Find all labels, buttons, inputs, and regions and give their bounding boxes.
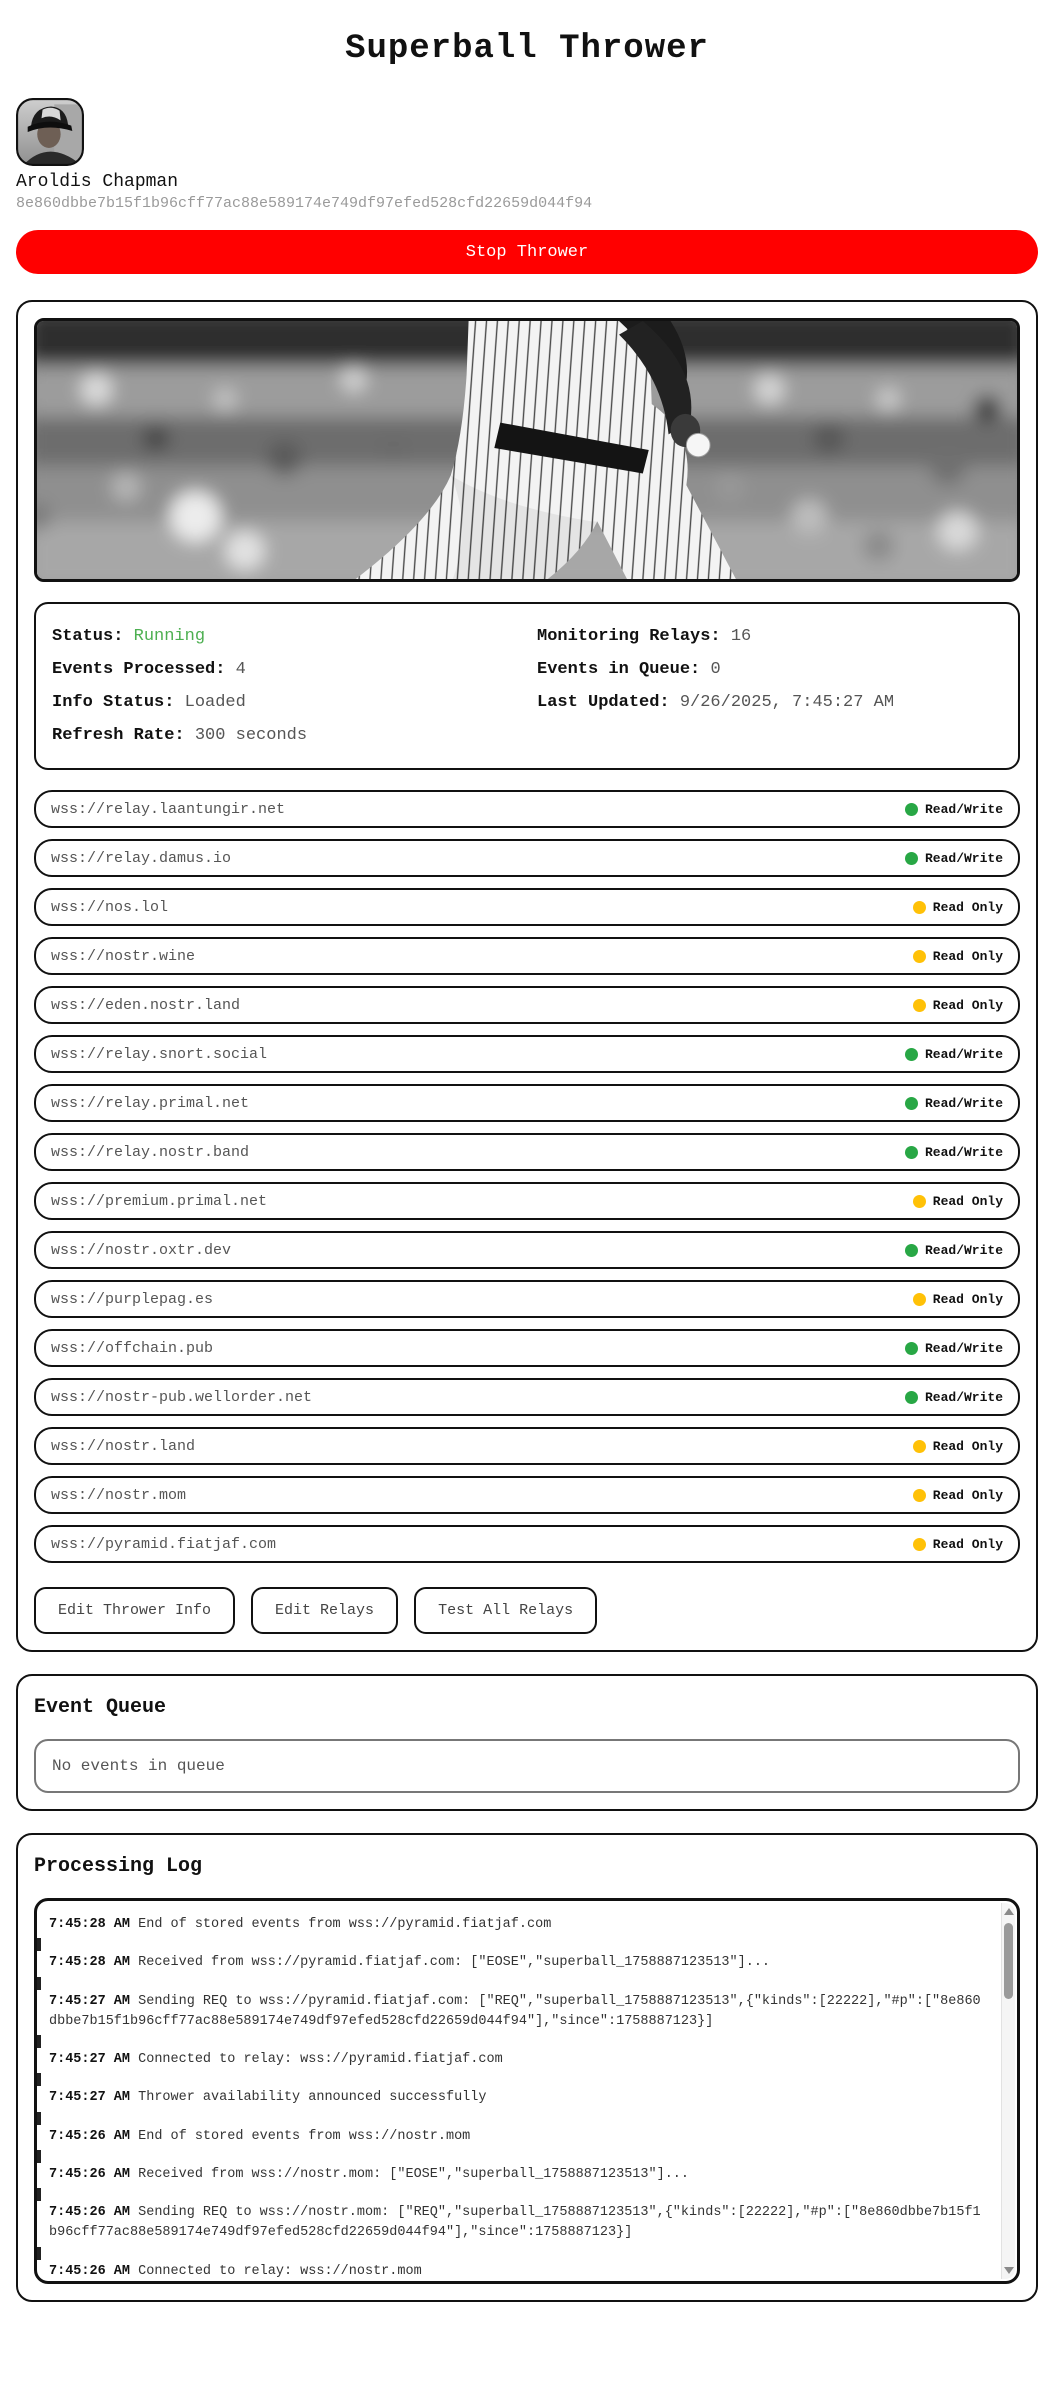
log-message: End of stored events from wss://pyramid.fiatjaf.com bbox=[138, 1917, 552, 1932]
status-column-left bbox=[52, 620, 517, 752]
relay-status-label: Read Only bbox=[932, 1438, 1003, 1454]
relay-url: wss://offchain.pub bbox=[51, 1339, 214, 1357]
info-status-value: Loaded bbox=[184, 693, 246, 712]
relay-row bbox=[34, 888, 1020, 926]
events-processed-value: 4 bbox=[235, 660, 246, 679]
relay-status-label: Read Only bbox=[932, 1291, 1003, 1307]
relay-url: wss://relay.laantungir.net bbox=[51, 800, 286, 818]
relay-row bbox=[34, 1084, 1020, 1122]
processing-log-panel bbox=[16, 1833, 1038, 2302]
relay-status-label: Read/Write bbox=[924, 801, 1003, 817]
relay-row bbox=[34, 1378, 1020, 1416]
log-timestamp: 7:45:27 AM bbox=[49, 2090, 131, 2106]
relay-url: wss://nos.lol bbox=[51, 898, 169, 916]
status-summary bbox=[34, 602, 1020, 770]
relay-status-dot bbox=[905, 1146, 918, 1159]
monitoring-relays-value: 16 bbox=[730, 627, 752, 646]
status-column-right bbox=[537, 620, 1002, 752]
stop-thrower-button[interactable]: Stop Thrower bbox=[16, 230, 1038, 274]
relay-status-dot bbox=[905, 1097, 918, 1110]
relay-status-dot bbox=[913, 999, 926, 1012]
relay-status-dot bbox=[913, 1440, 926, 1453]
test-all-relays-button[interactable]: Test All Relays bbox=[414, 1587, 597, 1634]
thrower-panel bbox=[16, 300, 1038, 1652]
profile-pubkey: 8e860dbbe7b15f1b96cff77ac88e589174e749df97efed528cfd22659d044f94 bbox=[16, 195, 593, 212]
relay-status-dot bbox=[913, 950, 926, 963]
log-timestamp: 7:45:28 AM bbox=[49, 1917, 131, 1932]
relay-status-dot bbox=[905, 852, 918, 865]
log-message: End of stored events from wss://nostr.mom bbox=[138, 2128, 471, 2144]
relay-url: wss://nostr.oxtr.dev bbox=[51, 1241, 232, 1259]
last-updated-value: 9/26/2025, 7:45:27 AM bbox=[679, 693, 895, 712]
log-timestamp: 7:45:27 AM bbox=[49, 1993, 131, 2009]
relay-status-dot bbox=[905, 1342, 918, 1355]
status-label: Status: bbox=[52, 627, 124, 646]
scrollbar-down-arrow-icon[interactable] bbox=[1004, 2267, 1014, 2274]
relay-status-label: Read/Write bbox=[924, 1340, 1003, 1356]
status-row bbox=[52, 620, 517, 653]
relay-status-dot bbox=[913, 1293, 926, 1306]
relay-row bbox=[34, 1476, 1020, 1514]
relay-status-label: Read/Write bbox=[924, 1095, 1003, 1111]
relay-status bbox=[913, 998, 1003, 1013]
log-timestamp: 7:45:26 AM bbox=[49, 2205, 131, 2220]
relay-status-label: Read/Write bbox=[924, 1242, 1003, 1258]
log-message: Received from wss://nostr.mom: ["EOSE","superball_1758887123513"]... bbox=[138, 2166, 690, 2182]
relay-status bbox=[913, 949, 1003, 964]
event-queue-panel bbox=[16, 1674, 1038, 1811]
profile bbox=[16, 98, 1038, 212]
relay-status-label: Read/Write bbox=[924, 1046, 1003, 1062]
refresh-rate-value: 300 seconds bbox=[194, 726, 308, 745]
relay-status bbox=[905, 1096, 1003, 1111]
relay-url: wss://relay.damus.io bbox=[51, 849, 232, 867]
relay-row bbox=[34, 790, 1020, 828]
events-processed-label: Events Processed: bbox=[52, 660, 226, 679]
edit-relays-button[interactable]: Edit Relays bbox=[251, 1587, 398, 1634]
relay-status-dot bbox=[905, 803, 918, 816]
log-entry bbox=[49, 1953, 983, 1973]
log-message: Connected to relay: wss://nostr.mom bbox=[138, 2263, 422, 2279]
log-entry bbox=[49, 1915, 983, 1935]
info-status-row bbox=[52, 686, 517, 719]
relay-status-label: Read/Write bbox=[924, 1144, 1003, 1160]
relay-url: wss://premium.primal.net bbox=[51, 1192, 268, 1210]
log-entry bbox=[49, 1992, 983, 2033]
page-title: Superball Thrower bbox=[345, 30, 709, 68]
log-entry bbox=[49, 2127, 983, 2147]
log-message: Connected to relay: wss://pyramid.fiatjaf.com bbox=[138, 2052, 503, 2067]
status-value: Running bbox=[133, 627, 206, 646]
relay-status-dot bbox=[913, 1538, 926, 1551]
relay-url: wss://purplepag.es bbox=[51, 1290, 214, 1308]
log-timestamp: 7:45:26 AM bbox=[49, 2166, 131, 2182]
scrollbar-up-arrow-icon[interactable] bbox=[1004, 1908, 1014, 1915]
relay-status-label: Read/Write bbox=[924, 850, 1003, 866]
relay-status bbox=[913, 900, 1003, 915]
relay-status bbox=[905, 1145, 1003, 1160]
refresh-rate-row bbox=[52, 719, 517, 752]
events-in-queue-row bbox=[537, 653, 1002, 686]
relay-status-label: Read Only bbox=[932, 997, 1003, 1013]
info-status-label: Info Status: bbox=[52, 693, 175, 712]
relay-status bbox=[905, 1390, 1003, 1405]
relay-status-dot bbox=[905, 1048, 918, 1061]
avatar bbox=[16, 98, 84, 166]
relay-row bbox=[34, 986, 1020, 1024]
relay-row bbox=[34, 839, 1020, 877]
relay-status bbox=[913, 1537, 1003, 1552]
log-entry bbox=[49, 2088, 983, 2108]
relay-row bbox=[34, 1280, 1020, 1318]
relay-url: wss://nostr.wine bbox=[51, 947, 196, 965]
refresh-rate-label: Refresh Rate: bbox=[52, 726, 185, 745]
relay-url: wss://pyramid.fiatjaf.com bbox=[51, 1535, 277, 1553]
event-queue-empty-message: No events in queue bbox=[34, 1739, 1020, 1793]
relay-status bbox=[913, 1439, 1003, 1454]
relay-status-dot bbox=[913, 1195, 926, 1208]
log-entry bbox=[49, 2262, 983, 2282]
log-entry bbox=[49, 2203, 983, 2244]
relay-status bbox=[913, 1292, 1003, 1307]
relay-status bbox=[905, 851, 1003, 866]
profile-name: Aroldis Chapman bbox=[16, 172, 179, 192]
processing-log-title: Processing Log bbox=[34, 1855, 203, 1878]
monitoring-relays-row bbox=[537, 620, 1002, 653]
relay-status-dot bbox=[913, 1489, 926, 1502]
relay-row bbox=[34, 1329, 1020, 1367]
events-in-queue-label: Events in Queue: bbox=[537, 660, 701, 679]
relay-row bbox=[34, 937, 1020, 975]
log-timestamp: 7:45:26 AM bbox=[49, 2263, 131, 2279]
log-message: Sending REQ to wss://pyramid.fiatjaf.com: ["REQ","superball_1758887123513",{"kinds":[22222],"#p":["8e860dbbe7b15f1b96cff77ac88e589174e749df97efed528cfd22659d044f94"],"since":1758887123}] bbox=[49, 1993, 981, 2029]
log-entry bbox=[49, 2165, 983, 2185]
processing-log-box[interactable] bbox=[34, 1898, 1020, 2284]
scrollbar-thumb[interactable] bbox=[1004, 1923, 1013, 1999]
relay-url: wss://relay.primal.net bbox=[51, 1094, 250, 1112]
events-processed-row bbox=[52, 653, 517, 686]
relay-row bbox=[34, 1525, 1020, 1563]
relay-url: wss://eden.nostr.land bbox=[51, 996, 241, 1014]
relay-status bbox=[905, 802, 1003, 817]
relay-status-label: Read Only bbox=[932, 1487, 1003, 1503]
log-timestamp: 7:45:27 AM bbox=[49, 2052, 131, 2067]
relay-list bbox=[34, 790, 1020, 1563]
event-queue-title: Event Queue bbox=[34, 1696, 167, 1719]
events-in-queue-value: 0 bbox=[710, 660, 721, 679]
relay-url: wss://nostr-pub.wellorder.net bbox=[51, 1388, 313, 1406]
relay-status bbox=[905, 1243, 1003, 1258]
relay-row bbox=[34, 1427, 1020, 1465]
relay-status-dot bbox=[905, 1244, 918, 1257]
relay-status bbox=[913, 1488, 1003, 1503]
relay-row bbox=[34, 1231, 1020, 1269]
last-updated-row bbox=[537, 686, 1002, 719]
relay-status bbox=[913, 1194, 1003, 1209]
relay-status bbox=[905, 1047, 1003, 1062]
last-updated-label: Last Updated: bbox=[537, 693, 670, 712]
relay-url: wss://nostr.mom bbox=[51, 1486, 187, 1504]
edit-thrower-info-button[interactable]: Edit Thrower Info bbox=[34, 1587, 235, 1634]
log-message: Sending REQ to wss://nostr.mom: ["REQ","superball_1758887123513",{"kinds":[22222],"#p":["8e860dbbe7b15f1b96cff77ac88e589174e749df97efed528cfd22659d044f94"],"since":1758887123}] bbox=[49, 2205, 981, 2241]
relay-url: wss://relay.nostr.band bbox=[51, 1143, 250, 1161]
monitoring-relays-label: Monitoring Relays: bbox=[537, 627, 721, 646]
relay-status bbox=[905, 1341, 1003, 1356]
relay-status-label: Read Only bbox=[932, 1193, 1003, 1209]
thrower-photo bbox=[34, 318, 1020, 582]
relay-status-dot bbox=[913, 901, 926, 914]
log-entry bbox=[49, 2050, 983, 2070]
relay-row bbox=[34, 1182, 1020, 1220]
relay-url: wss://relay.snort.social bbox=[51, 1045, 268, 1063]
log-message: Thrower availability announced successfully bbox=[138, 2090, 487, 2106]
log-timestamp: 7:45:26 AM bbox=[49, 2128, 131, 2144]
relay-status-label: Read Only bbox=[932, 899, 1003, 915]
relay-status-label: Read Only bbox=[932, 1536, 1003, 1552]
log-timestamp: 7:45:28 AM bbox=[49, 1955, 131, 1971]
relay-url: wss://nostr.land bbox=[51, 1437, 196, 1455]
relay-status-label: Read Only bbox=[932, 948, 1003, 964]
relay-status-label: Read/Write bbox=[924, 1389, 1003, 1405]
action-buttons bbox=[34, 1587, 1020, 1634]
relay-status-dot bbox=[905, 1391, 918, 1404]
log-message: Received from wss://pyramid.fiatjaf.com: ["EOSE","superball_1758887123513"]... bbox=[138, 1955, 771, 1971]
relay-row bbox=[34, 1035, 1020, 1073]
log-scrollbar[interactable] bbox=[1001, 1903, 1015, 2279]
relay-row bbox=[34, 1133, 1020, 1171]
